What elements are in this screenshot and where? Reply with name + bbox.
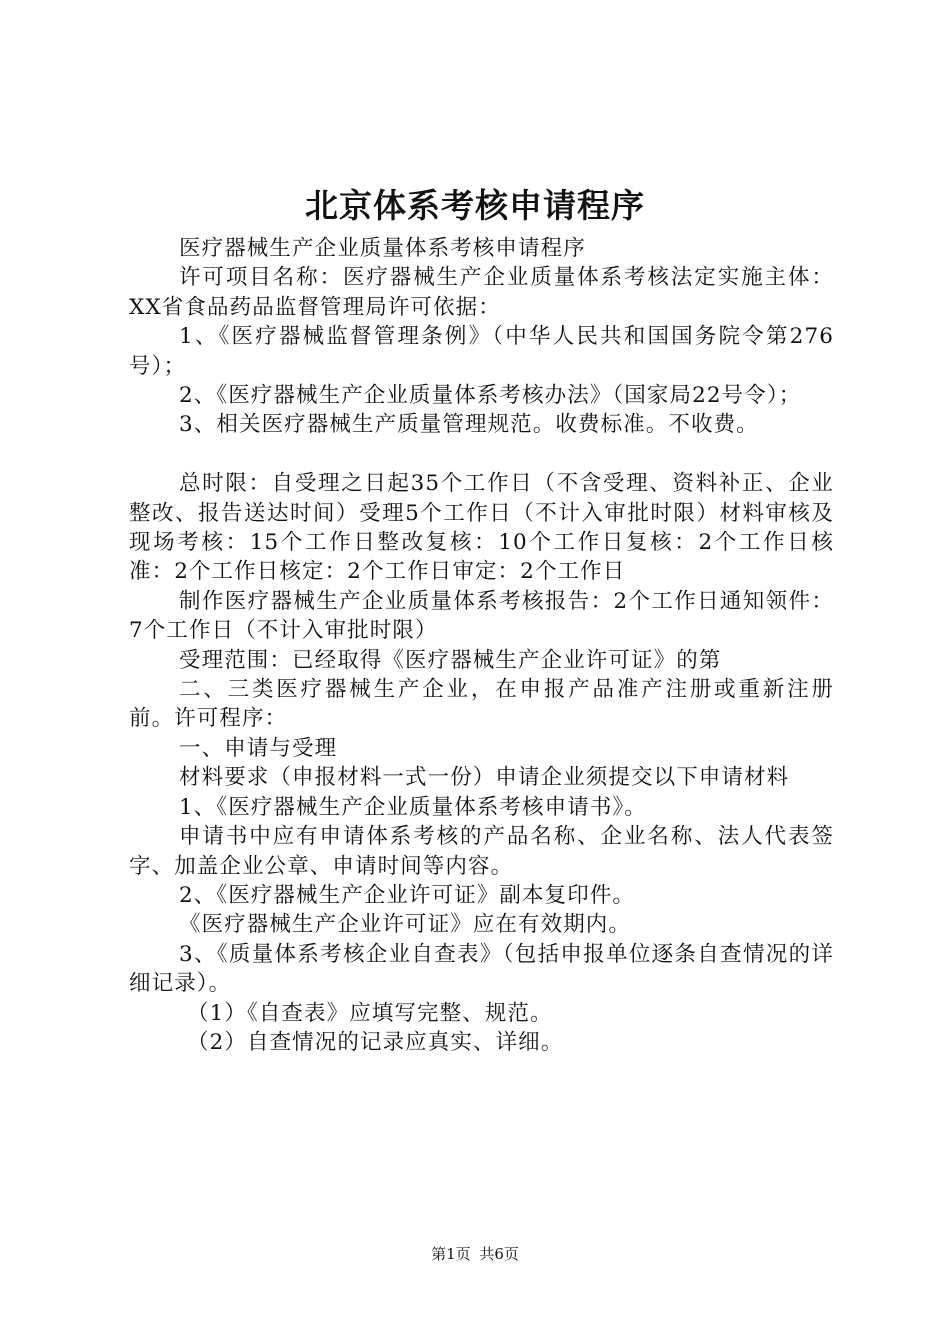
page-total: 共6页 [479, 1245, 519, 1263]
blank-line [129, 440, 834, 469]
paragraph: 2、《医疗器械生产企业质量体系考核办法》（国家局22号令）； [179, 383, 802, 409]
paragraph: 申请书中应有申请体系考核的产品名称、企业名称、法人代表签字、加盖企业公章、申请时间等内容。 [129, 824, 834, 879]
section-heading: 一、申请与受理 [179, 735, 338, 761]
document-title: 北京体系考核申请程序 [305, 186, 645, 225]
paragraph: 二、三类医疗器械生产企业，在申报产品准产注册或重新注册前。许可程序： [129, 677, 834, 732]
paragraph: 2、《医疗器械生产企业许可证》副本复印件。 [179, 882, 636, 908]
page-footer [0, 1244, 950, 1264]
paragraph: 受理范围：已经取得《医疗器械生产企业许可证》的第 [179, 647, 722, 673]
paragraph: （1）《自查表》应填写完整、规范。 [187, 1000, 553, 1026]
paragraph: 材料要求（申报材料一式一份）申请企业须提交以下申请材料 [179, 765, 790, 791]
paragraph: 制作医疗器械生产企业质量体系考核报告：2个工作日通知领件：7个工作日（不计入审批时限） [129, 588, 834, 644]
paragraph: 许可项目名称：医疗器械生产企业质量体系考核法定实施主体：XX省食品药品监督管理局许可依据： [129, 265, 834, 320]
document-body [129, 234, 834, 1057]
paragraph: 3、相关医疗器械生产质量管理规范。收费标准。不收费。 [179, 412, 759, 438]
paragraph: （2）自查情况的记录应真实、详细。 [187, 1029, 564, 1055]
paragraph: 3、《质量体系考核企业自查表》（包括申报单位逐条自查情况的详细记录）。 [129, 941, 834, 997]
paragraph: 《医疗器械生产企业许可证》应在有效期内。 [179, 912, 632, 938]
paragraph: 1、《医疗器械监督管理条例》（中华人民共和国国务院令第276号）； [129, 324, 834, 379]
paragraph: 医疗器械生产企业质量体系考核申请程序 [179, 236, 586, 261]
paragraph: 总时限：自受理之日起35个工作日（不含受理、资料补正、企业整改、报告送达时间）受理5个工作日（不计入审批时限）材料审核及现场考核：15个工作日整改复核：10个工作日复核：2个工作日核准：2个工作日核定：2个工作日审定：2个工作日 [129, 471, 834, 585]
page-number: 第1页 [431, 1245, 471, 1263]
paragraph: 1、《医疗器械生产企业质量体系考核申请书》。 [179, 794, 647, 820]
